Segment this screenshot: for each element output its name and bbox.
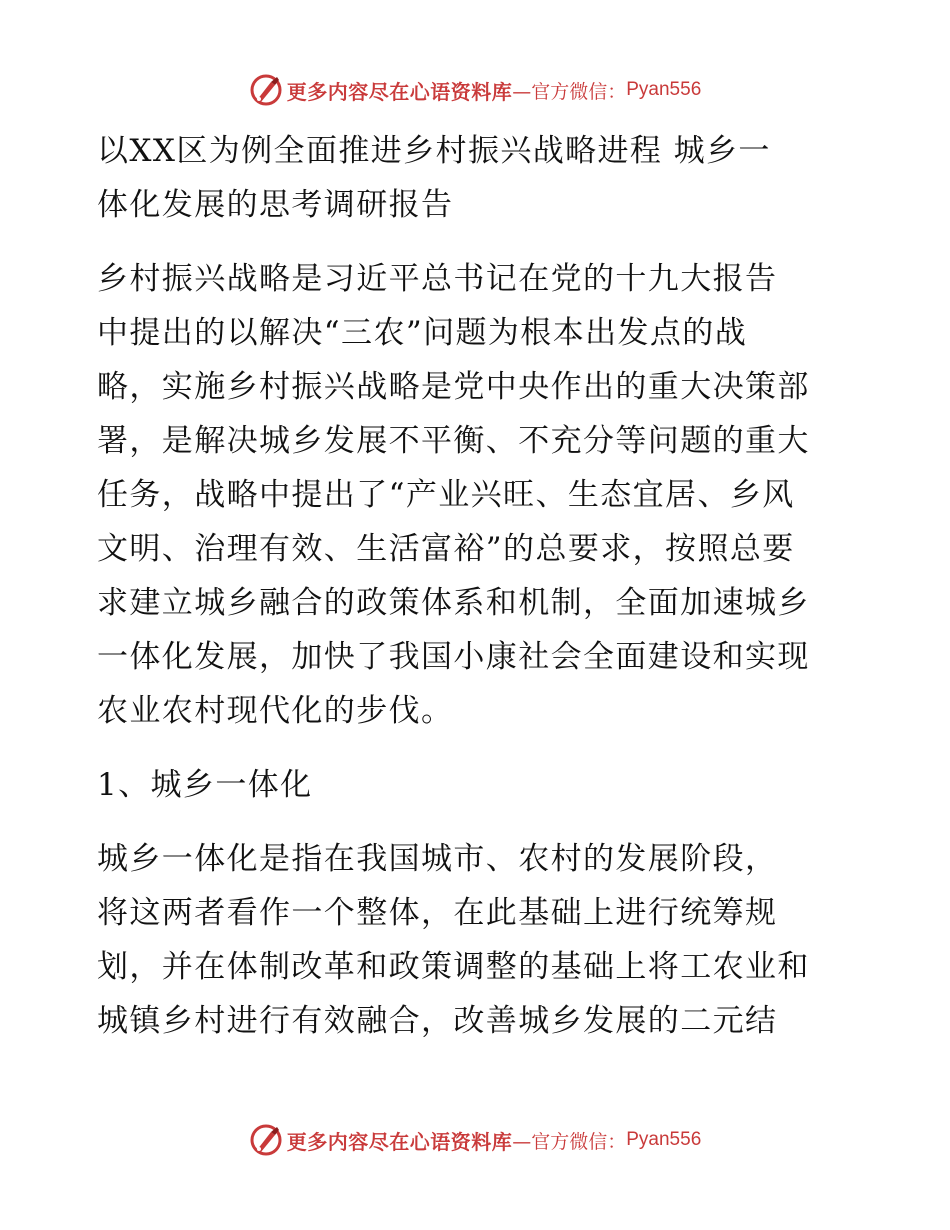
paragraph-1-line-6: 文明、治理有效、生活富裕”的总要求，按照总要 xyxy=(97,531,795,567)
paragraph-1-line-1: 乡村振兴战略是习近平总书记在党的十九大报告 xyxy=(97,261,778,297)
doc-title-line-1: 以XX区为例全面推进乡村振兴战略进程 城乡一 xyxy=(97,133,771,169)
header-banner xyxy=(0,70,950,110)
paragraph-2-line-2: 将这两者看作一个整体，在此基础上进行统筹规 xyxy=(97,895,778,931)
paragraph-2-line-4: 城镇乡村进行有效融合，改善城乡发展的二元结 xyxy=(97,1003,778,1039)
quill-logo-icon xyxy=(249,1123,283,1157)
quill-logo-icon xyxy=(249,73,283,107)
banner-main-text: 更多内容尽在心语资料库 xyxy=(286,79,513,104)
banner-main-text: 更多内容尽在心语资料库 xyxy=(286,1129,513,1154)
paragraph-1-line-4: 署，是解决城乡发展不平衡、不充分等问题的重大 xyxy=(97,423,810,459)
paragraph-1-line-9: 农业农村现代化的步伐。 xyxy=(97,693,454,729)
paragraph-1-line-3: 略，实施乡村振兴战略是党中央作出的重大决策部 xyxy=(97,369,810,405)
doc-title-line-2: 体化发展的思考调研报告 xyxy=(97,187,454,223)
paragraph-1-line-5: 任务，战略中提出了“产业兴旺、生态宜居、乡风 xyxy=(97,477,795,513)
footer-banner xyxy=(0,1120,950,1160)
banner-separator-text: —官方微信： xyxy=(512,1130,627,1153)
document-body xyxy=(97,124,852,1048)
paragraph-2-line-3: 划，并在体制改革和政策调整的基础上将工农业和 xyxy=(97,949,810,985)
banner-wechat-id: Pyan556 xyxy=(626,1129,702,1150)
banner-wechat-id: Pyan556 xyxy=(626,79,702,100)
section-heading-1: 1、城乡一体化 xyxy=(97,767,313,803)
paragraph-1-line-2: 中提出的以解决“三农”问题为根本出发点的战 xyxy=(97,315,748,351)
paragraph-1-line-7: 求建立城乡融合的政策体系和机制，全面加速城乡 xyxy=(97,585,810,621)
paragraph-2-line-1: 城乡一体化是指在我国城市、农村的发展阶段， xyxy=(97,841,778,877)
banner-separator-text: —官方微信： xyxy=(512,80,627,103)
paragraph-1-line-8: 一体化发展，加快了我国小康社会全面建设和实现 xyxy=(97,639,810,675)
